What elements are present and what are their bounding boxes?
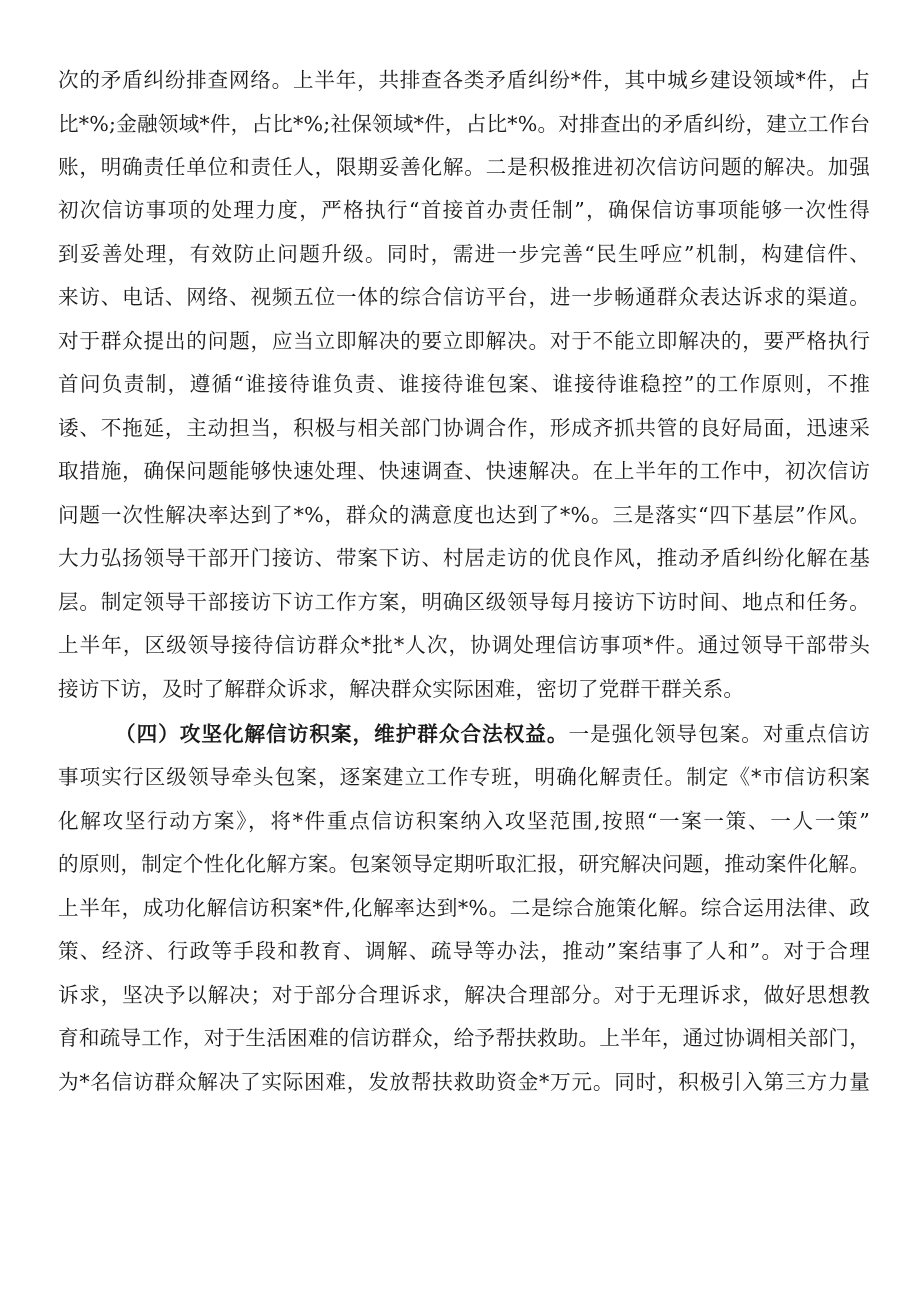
text-line: 账，明确责任单位和责任人，限期妥善化解。二是积极推进初次信访问题的解决。加强: [58, 155, 870, 179]
text-line: 诉求，坚决予以解决；对于部分合理诉求，解决合理部分。对于无理诉求，做好思想教: [58, 983, 870, 1007]
text-line: 上半年，成功化解信访积案*件,化解率达到*%。二是综合施策化解。综合运用法律、政: [58, 896, 870, 920]
text-line: 次的矛盾纠纷排查网络。上半年，共排查各类矛盾纠纷*件，其中城乡建设领域*件，占: [58, 68, 870, 92]
text-line: 的原则，制定个性化化解方案。包案领导定期听取汇报，研究解决问题，推动案件化解。: [58, 852, 870, 876]
text-line: 比*%;金融领域*件，占比*%;社保领域*件，占比*%。对排查出的矛盾纠纷，建立工作台: [58, 112, 871, 136]
text-line: 为*名信访群众解决了实际困难，发放帮扶救助资金*万元。同时，积极引入第三方力量: [58, 1070, 870, 1094]
text-line: 上半年，区级领导接待信访群众*批*人次，协调处理信访事项*件。通过领导干部带头: [58, 633, 870, 657]
text-line: 诿、不拖延，主动担当，积极与相关部门协调合作，形成齐抓共管的良好局面，迅速采: [58, 416, 870, 440]
text-line: 层。制定领导干部接访下访工作方案，明确区级领导每月接访下访时间、地点和任务。: [58, 590, 870, 614]
text-line: 到妥善处理，有效防止问题升级。同时，需进一步完善“民生呼应”机制，构建信件、: [58, 242, 870, 266]
text-line: 化解攻坚行动方案》，将*件重点信访积案纳入攻坚范围,按照“一案一策、一人一策”: [58, 809, 870, 833]
text-line: 育和疏导工作，对于生活困难的信访群众，给予帮扶救助。上半年，通过协调相关部门，: [58, 1026, 870, 1050]
section-heading: （四）攻坚化解信访积案，维护群众合法权益。: [115, 722, 569, 746]
text-line: 大力弘扬领导干部开门接访、带案下访、村居走访的优良作风，推动矛盾纠纷化解在基: [58, 546, 870, 570]
text-line: 对于群众提出的问题，应当立即解决的要立即解决。对于不能立即解决的，要严格执行: [58, 329, 870, 353]
text-line: 事项实行区级领导牵头包案，逐案建立工作专班，明确化解责任。制定《*市信访积案: [58, 765, 870, 789]
section-first-line: [115, 714, 870, 754]
text-line: 来访、电话、网络、视频五位一体的综合信访平台，进一步畅通群众表达诉求的渠道。: [58, 285, 870, 309]
section-first-line-text: 一是强化领导包案。对重点信访: [568, 722, 870, 746]
text-line: 策、经济、行政等手段和教育、调解、疏导等办法，推动”案结事了人和”。对于合理: [58, 939, 870, 963]
text-line: 接访下访，及时了解群众诉求，解决群众实际困难，密切了党群干群关系。: [58, 677, 745, 701]
text-line: 首问负责制，遵循“谁接待谁负责、谁接待谁包案、谁接待谁稳控”的工作原则，不推: [58, 372, 870, 396]
text-line: 取措施，确保问题能够快速处理、快速调查、快速解决。在上半年的工作中，初次信访: [58, 459, 870, 483]
text-line: 问题一次性解决率达到了*%，群众的满意度也达到了*%。三是落实“四下基层”作风。: [58, 503, 870, 527]
text-line: 初次信访事项的处理力度，严格执行“首接首办责任制”，确保信访事项能够一次性得: [58, 198, 870, 222]
